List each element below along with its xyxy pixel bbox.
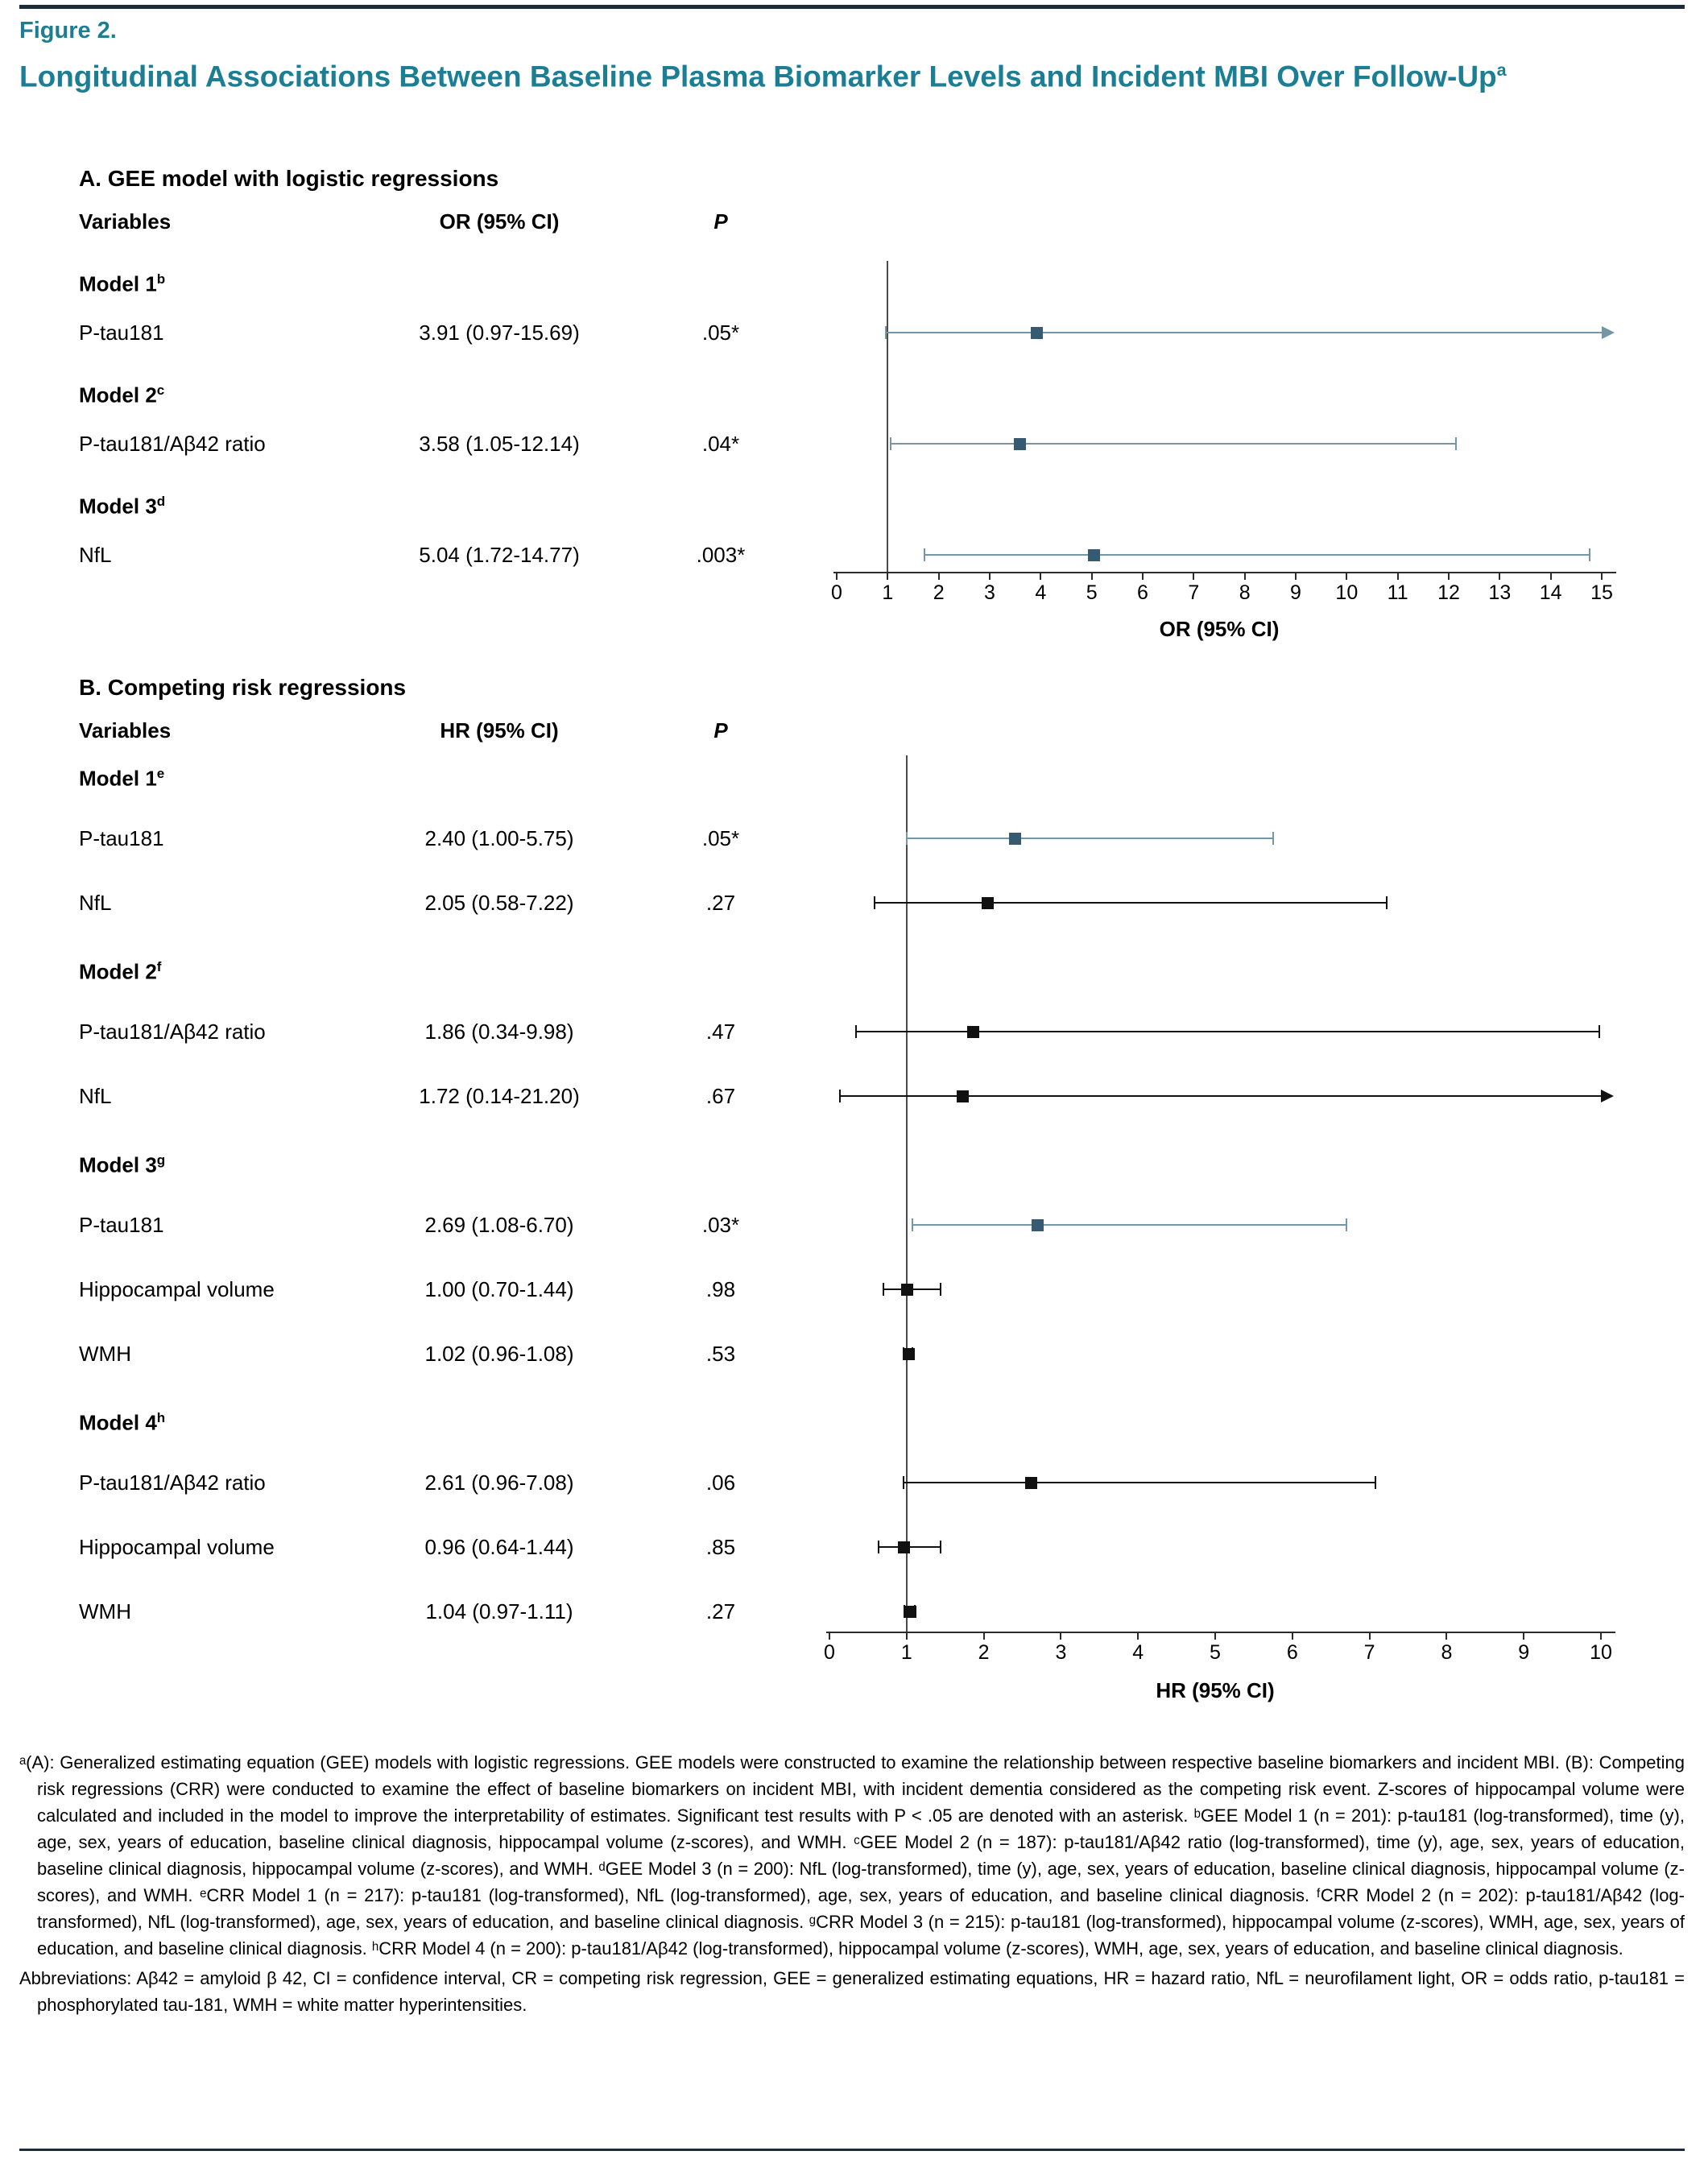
estimate-ci-value: 1.86 (0.34-9.98)	[424, 1020, 574, 1044]
x-axis-tick-label: 13	[1488, 581, 1512, 604]
figure-title-superscript: a	[1496, 60, 1507, 80]
estimate-ci-value: 3.91 (0.97-15.69)	[419, 321, 580, 345]
estimate-ci-value: 2.69 (1.08-6.70)	[424, 1213, 574, 1237]
x-axis-tick-label: 1	[900, 1641, 912, 1664]
x-axis-tick-label: 7	[1188, 581, 1200, 604]
variable-label: Hippocampal volume	[79, 1277, 275, 1301]
panel-a-table-rows	[0, 166, 1704, 675]
x-axis-tick-label: 10	[1590, 1641, 1612, 1664]
variable-label: P-tau181	[79, 1213, 164, 1237]
variable-label: WMH	[79, 1342, 131, 1366]
estimate-ci-value: 3.58 (1.05-12.14)	[419, 432, 580, 456]
estimate-ci-value: 2.40 (1.00-5.75)	[424, 826, 574, 850]
model-heading-superscript: c	[156, 383, 165, 398]
x-axis-tick-label: 12	[1437, 581, 1460, 604]
x-axis-tick-label: 9	[1290, 581, 1301, 604]
x-axis-tick-label: 5	[1210, 1641, 1221, 1664]
model-heading	[79, 488, 166, 519]
model-heading	[79, 760, 165, 791]
footnotes-block	[19, 1749, 1685, 2018]
variable-label: Hippocampal volume	[79, 1535, 275, 1559]
figure-title-text: Longitudinal Associations Between Baseline Plasma Biomarker Levels and Incident MBI Over Follow-Up	[19, 60, 1497, 93]
variable-label: P-tau181/Aβ42 ratio	[79, 1020, 266, 1044]
p-value: .27	[705, 891, 736, 915]
model-heading	[79, 1147, 166, 1177]
panel-b-heading: B. Competing risk regressions	[79, 675, 407, 700]
figure-label: Figure 2.	[19, 18, 117, 43]
x-axis-tick-label: 3	[984, 581, 995, 604]
footnote-abbreviations: Abbreviations: Aβ42 = amyloid β 42, CI = confidence interval, CR = competing risk regression, GEE = generalized estimating equations, HR = hazard ratio, NfL = neurofilament light, OR = odds ratio, p-tau181 = phosphorylated tau-181, WMH = white matter hyperintensities.	[19, 1968, 1685, 2015]
estimate-ci-value: 1.00 (0.70-1.44)	[424, 1277, 574, 1301]
variable-label: NfL	[79, 1084, 112, 1108]
x-axis-title: HR (95% CI)	[1156, 1678, 1275, 1702]
panel-b-column-header-hr-ci: HR (95% CI)	[440, 718, 559, 742]
figure-title	[19, 52, 1678, 95]
panel-b-column-header-variables: Variables	[79, 718, 172, 742]
x-axis-tick-label: 9	[1518, 1641, 1530, 1664]
x-axis-tick-label: 3	[1055, 1641, 1067, 1664]
variable-label: P-tau181	[79, 321, 164, 345]
p-value: .03*	[701, 1213, 740, 1237]
x-axis-tick-label: 10	[1335, 581, 1359, 604]
x-axis-tick-label: 8	[1239, 581, 1251, 604]
p-value: .05*	[701, 321, 740, 345]
model-heading-superscript: h	[156, 1410, 166, 1425]
model-heading-text: Model 2	[79, 383, 157, 407]
model-heading-superscript: e	[156, 766, 165, 781]
panel-a-heading: A. GEE model with logistic regressions	[79, 166, 499, 191]
x-axis-tick-label: 1	[882, 581, 894, 604]
panel-a-column-header-p: P	[713, 209, 728, 234]
estimate-ci-value: 2.05 (0.58-7.22)	[424, 891, 574, 915]
panel-b-competing-risk	[0, 675, 1704, 1741]
x-axis-tick-label: 8	[1441, 1641, 1453, 1664]
p-value: .04*	[701, 432, 740, 456]
model-heading	[79, 953, 162, 984]
estimate-ci-value: 2.61 (0.96-7.08)	[424, 1470, 574, 1495]
p-value: .06	[705, 1470, 736, 1495]
estimate-ci-value: 1.02 (0.96-1.08)	[424, 1342, 574, 1366]
top-rule	[19, 5, 1685, 9]
panel-b-column-header-p: P	[713, 718, 728, 742]
panel-a-column-header-or-ci: OR (95% CI)	[439, 209, 560, 234]
estimate-ci-value: 0.96 (0.64-1.44)	[424, 1535, 574, 1559]
estimate-ci-value: 1.04 (0.97-1.11)	[425, 1599, 573, 1624]
x-axis-title: OR (95% CI)	[1159, 617, 1280, 641]
x-axis-tick-label: 2	[933, 581, 945, 604]
x-axis-tick-label: 11	[1387, 581, 1408, 604]
model-heading-superscript: b	[156, 271, 166, 287]
variable-label: P-tau181	[79, 826, 164, 850]
p-value: .47	[705, 1020, 736, 1044]
model-heading-text: Model 1	[79, 271, 157, 296]
x-axis-tick-label: 15	[1590, 581, 1613, 604]
model-heading-text: Model 3	[79, 1152, 157, 1177]
x-axis-tick-label: 7	[1363, 1641, 1375, 1664]
footnote-main: ᵃ(A): Generalized estimating equation (GEE) models with logistic regressions. GEE models were constructed to examine the relationship between respective baseline biomarkers and incident MBI. (B): Competing risk regressions (CRR) were conducted to examine the effect of baseline biomarkers on incident MBI, with incident dementia considered as the competing risk event. Z-scores of hippocampal volume were calculated and included in the model to improve the interpretability of estimates. Significant test results with P < .05 are denoted with an asterisk. ᵇGEE Model 1 (n = 201): p-tau181 (log-transformed), time (y), age, sex, years of education, baseline clinical diagnosis, hippocampal volume (z-scores), and WMH. ᶜGEE Model 2 (n = 187): p-tau181/Aβ42 ratio (log-transformed), time (y), age, sex, years of education, baseline clinical diagnosis, hippocampal volume (z-scores), and WMH. ᵈGEE Model 3 (n = 200): NfL (log-transformed), time (y), age, sex, years of education, baseline clinical diagnosis, hippocampal volume (z-scores), and WMH. ᵉCRR Model 1 (n = 217): p-tau181 (log-transformed), NfL (log-transformed), age, sex, years of education, and baseline clinical diagnosis. ᶠCRR Model 2 (n = 202): p-tau181/Aβ42 (log-transformed), NfL (log-transformed), age, sex, years of education, and baseline clinical diagnosis. ᵍCRR Model 3 (n = 215): p-tau181 (log-transformed), hippocampal volume (z-scores), WMH, age, sex, years of education, and baseline clinical diagnosis. ʰCRR Model 4 (n = 200): p-tau181/Aβ42 (log-transformed), hippocampal volume (z-scores), WMH, age, sex, years of education, and baseline clinical diagnosis.	[19, 1752, 1685, 1959]
variable-label: WMH	[79, 1599, 131, 1624]
estimate-ci-value: 1.72 (0.14-21.20)	[419, 1084, 580, 1108]
p-value: .003*	[696, 543, 746, 567]
x-axis-tick-label: 14	[1539, 581, 1562, 604]
variable-label: NfL	[79, 891, 112, 915]
p-value: .85	[705, 1535, 736, 1559]
model-heading-text: Model 2	[79, 959, 157, 984]
x-axis-tick-label: 4	[1132, 1641, 1144, 1664]
variable-label: P-tau181/Aβ42 ratio	[79, 1470, 266, 1495]
x-axis-tick-label: 6	[1137, 581, 1148, 604]
model-heading-superscript: g	[156, 1152, 166, 1168]
x-axis-tick-label: 0	[831, 581, 842, 604]
panel-a-column-header-variables: Variables	[79, 209, 172, 234]
p-value: .67	[705, 1084, 736, 1108]
x-axis-tick-label: 2	[978, 1641, 990, 1664]
variable-label: P-tau181/Aβ42 ratio	[79, 432, 266, 456]
x-axis-tick-label: 5	[1086, 581, 1098, 604]
x-axis-tick-label: 6	[1286, 1641, 1298, 1664]
model-heading	[79, 1404, 166, 1435]
variable-label: NfL	[79, 543, 112, 567]
model-heading-superscript: f	[156, 959, 162, 974]
x-axis-tick-label: 4	[1035, 581, 1047, 604]
model-heading-text: Model 3	[79, 494, 157, 519]
p-value: .98	[705, 1277, 736, 1301]
estimate-ci-value: 5.04 (1.72-14.77)	[419, 543, 580, 567]
p-value: .27	[705, 1599, 736, 1624]
model-heading	[79, 377, 165, 407]
p-value: .05*	[701, 826, 740, 850]
model-heading-superscript: d	[156, 494, 166, 509]
bottom-rule	[19, 2149, 1685, 2151]
model-heading	[79, 266, 166, 296]
x-axis-tick-label: 0	[824, 1641, 835, 1664]
panel-a-gee-logistic	[0, 166, 1704, 675]
panel-b-table-rows	[0, 675, 1704, 1741]
model-heading-text: Model 4	[79, 1410, 157, 1435]
model-heading-text: Model 1	[79, 766, 157, 791]
p-value: .53	[705, 1342, 736, 1366]
